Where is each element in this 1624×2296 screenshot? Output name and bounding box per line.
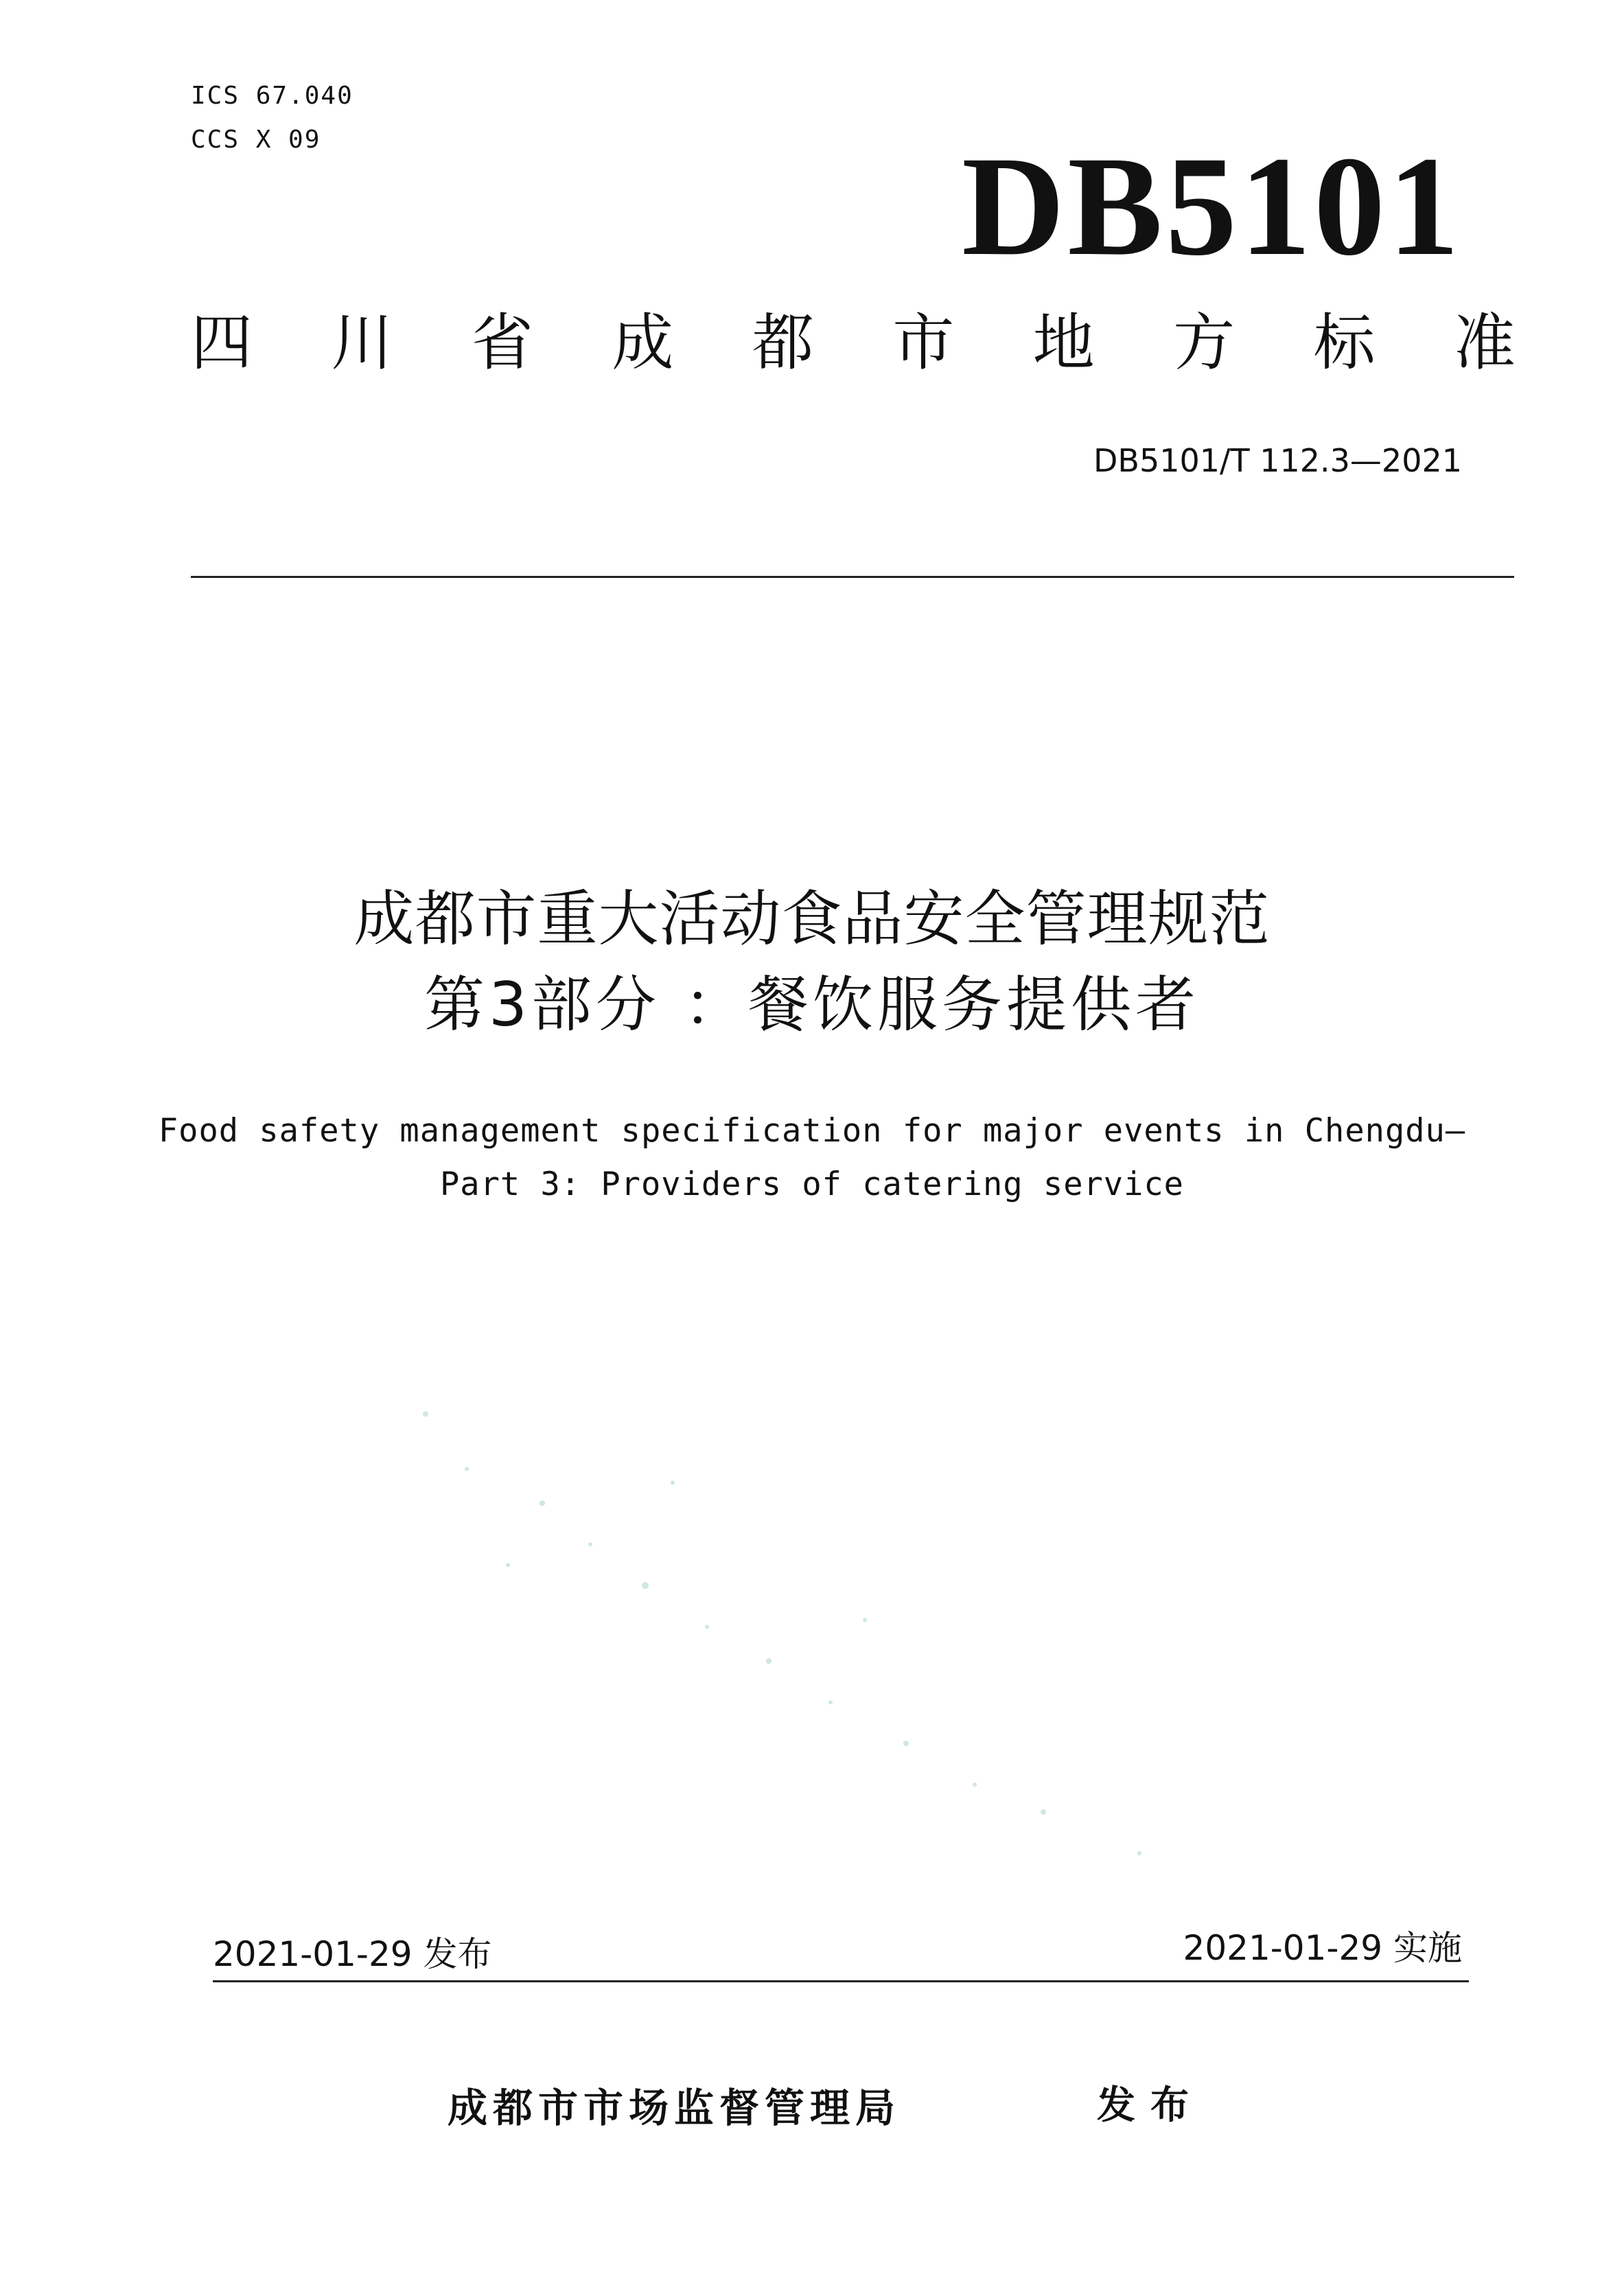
title-english-line-2: Part 3: Providers of catering service [440,1166,1184,1203]
standard-type-char: 省 [471,307,533,379]
standard-type-heading [191,307,1516,379]
ics-code: ICS 67.040 [191,82,353,110]
title-chinese-line-2: 第3部分 ：餐饮服务提供者 [424,969,1200,1040]
standard-type-char: 市 [892,307,955,379]
implementation-date: 2021-01-29 实施 [1183,1928,1462,1968]
ccs-code: CCS X 09 [191,126,321,154]
standard-type-char: 地 [1032,307,1095,379]
standard-number: DB5101/T 112.3—2021 [1093,442,1462,479]
standard-type-char: 标 [1313,307,1376,379]
publish-label: 发布 [1097,2083,1204,2128]
standard-type-char: 川 [331,307,393,379]
standard-type-char: 四 [191,307,253,379]
standard-type-char: 方 [1173,307,1236,379]
standard-code-logo: DB5101 [962,127,1462,285]
title-chinese-line-1: 成都市重大活动食品安全管理规范 [353,883,1271,954]
standard-type-char: 都 [752,307,814,379]
faint-watermark [384,1359,1277,1908]
standard-type-char: 准 [1453,307,1516,379]
publisher-name: 成都市市场监督管理局 [448,2085,901,2131]
release-date: 2021-01-29 发布 [213,1934,492,1974]
date-divider [213,1980,1469,1982]
header-divider [191,576,1514,578]
title-english-line-1: Food safety management specification for major events in Chengdu— [158,1112,1466,1150]
standard-type-char: 成 [612,307,674,379]
